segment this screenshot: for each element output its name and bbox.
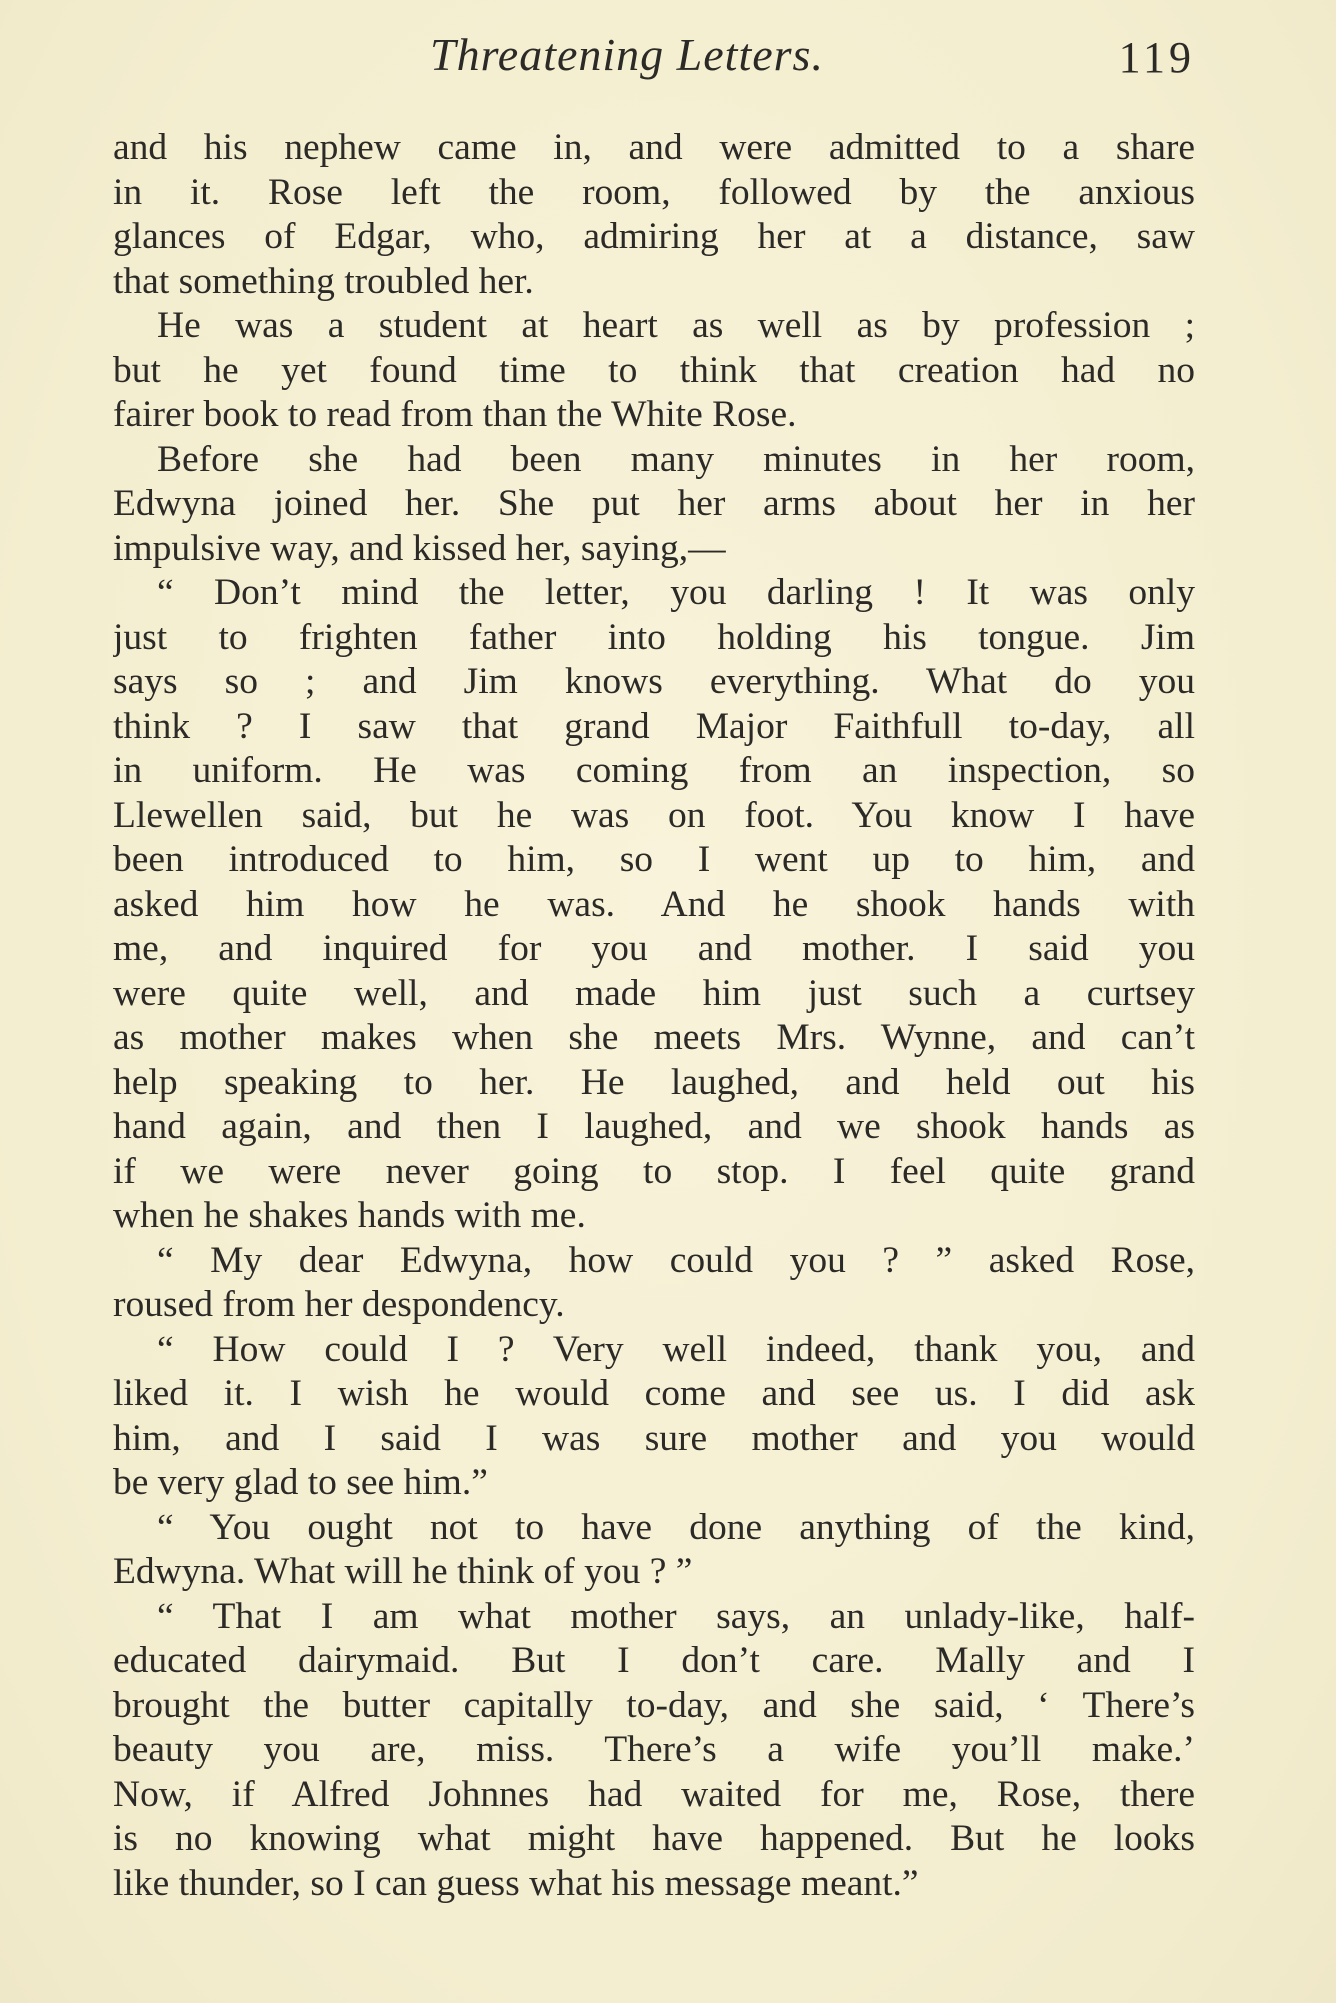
text-line: asked him how he was. And he shook hands with [113,883,1195,925]
page-header [110,22,1195,92]
text-line: Before she had been many minutes in her room, [157,438,1195,480]
text-line: as mother makes when she meets Mrs. Wynne, and can’t [113,1017,1195,1058]
text-line: Edwyna. What will he think of you ? ” [113,1551,693,1592]
text-line: that something troubled her. [113,260,534,302]
text-line: think ? I saw that grand Major Faithfull to-day, all [113,705,1195,747]
text-line: in it. Rose left the room, followed by the anxious [113,171,1195,213]
text-line: beauty you are, miss. There’s a wife you’ll make.’ [113,1729,1195,1770]
text-line: “ That I am what mother says, an unlady-like, half- [157,1595,1195,1637]
text-line: “ Don’t mind the letter, you darling ! It was only [157,572,1195,613]
text-line: roused from her despondency. [113,1284,565,1325]
text-line: impulsive way, and kissed her, saying,— [113,527,726,569]
text-line: been introduced to him, so I went up to him, and [113,839,1195,880]
text-line: says so ; and Jim knows everything. What do you [113,661,1195,702]
text-line: were quite well, and made him just such a curtsey [113,972,1195,1014]
running-head: Threatening Letters. [430,29,824,80]
text-line: help speaking to her. He laughed, and held out his [113,1061,1195,1103]
text-line: “ You ought not to have done anything of the kind, [157,1506,1195,1548]
text-line: when he shakes hands with me. [113,1195,586,1236]
text-line: hand again, and then I laughed, and we shook hands as [113,1106,1195,1147]
text-line: brought the butter capitally to-day, and she said, ‘ There’s [113,1684,1195,1726]
text-line: Llewellen said, but he was on foot. You know I have [113,794,1195,836]
text-line: educated dairymaid. But I don’t care. Mally and I [113,1640,1195,1681]
text-line: if we were never going to stop. I feel quite grand [113,1150,1195,1192]
text-line: “ My dear Edwyna, how could you ? ” asked Rose, [157,1239,1195,1281]
body-text [113,126,1195,1906]
text-line: be very glad to see him.” [113,1462,488,1503]
text-line: me, and inquired for you and mother. I said you [113,928,1195,969]
text-line: glances of Edgar, who, admiring her at a distance, saw [113,216,1195,257]
text-line: “ How could I ? Very well indeed, thank you, and [157,1328,1195,1370]
page-number: 119 [1118,33,1195,82]
text-line: Edwyna joined her. She put her arms about her in her [113,483,1195,524]
text-line: liked it. I wish he would come and see us. I did ask [113,1373,1195,1414]
text-line: just to frighten father into holding his tongue. Jim [113,616,1195,658]
text-line: but he yet found time to think that creation had no [113,349,1195,391]
text-line: He was a student at heart as well as by profession ; [157,305,1195,346]
text-line: in uniform. He was coming from an inspection, so [113,750,1195,791]
text-line: fairer book to read from than the White Rose. [113,394,797,435]
text-line: is no knowing what might have happened. But he looks [113,1818,1195,1859]
text-line: him, and I said I was sure mother and you would [113,1417,1195,1459]
text-line: like thunder, so I can guess what his message meant.” [113,1862,919,1904]
text-line: Now, if Alfred Johnnes had waited for me, Rose, there [113,1773,1195,1815]
text-line: and his nephew came in, and were admitted to a share [113,127,1195,168]
